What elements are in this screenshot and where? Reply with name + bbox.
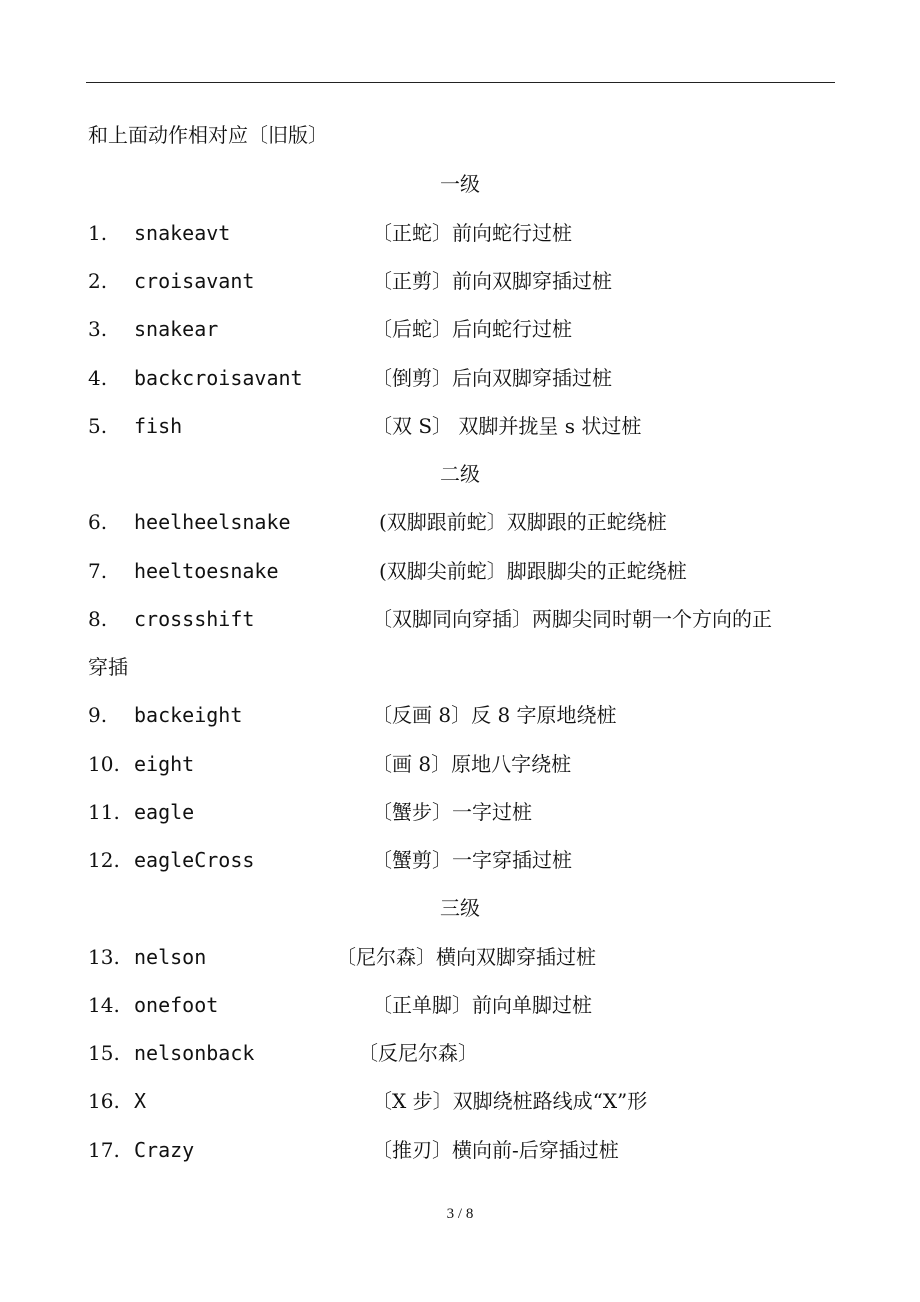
item-name: backeight	[134, 703, 243, 727]
item-name: eagle	[134, 800, 195, 824]
item-name: heelheelsnake	[134, 510, 291, 534]
item-description: (双脚跟前蛇〕双脚跟的正蛇绕桩	[379, 510, 667, 534]
item-name: croisavant	[134, 269, 255, 293]
item-description: 〔正单脚〕前向单脚过桩	[372, 993, 592, 1017]
item-number: 9.	[88, 703, 108, 727]
page-number: 3 / 8	[446, 1206, 474, 1222]
level-heading-1: 一级	[440, 172, 480, 196]
item-number: 16.	[88, 1089, 120, 1113]
item-name: snakeavt	[134, 221, 231, 245]
item-description: 〔画 8〕原地八字绕桩	[372, 752, 572, 776]
header-rule	[86, 82, 835, 83]
item-number: 6.	[88, 510, 108, 534]
item-description: 〔正剪〕前向双脚穿插过桩	[372, 269, 612, 293]
item-description: 〔正蛇〕前向蛇行过桩	[372, 221, 572, 245]
item-name: eagleCross	[134, 848, 255, 872]
item-description: 〔反尼尔森〕	[358, 1041, 478, 1065]
item-number: 11.	[88, 800, 120, 824]
item-number: 14.	[88, 993, 120, 1017]
item-number: 7.	[88, 559, 108, 583]
item-number: 5.	[88, 414, 108, 438]
item-name: X	[134, 1089, 147, 1113]
item-description: (双脚尖前蛇〕脚跟脚尖的正蛇绕桩	[379, 559, 687, 583]
item-number: 2.	[88, 269, 108, 293]
item-name: fish	[134, 414, 183, 438]
item-description: 〔倒剪〕后向双脚穿插过桩	[372, 366, 612, 390]
item-number: 10.	[88, 752, 120, 776]
level-heading-3: 三级	[440, 896, 480, 920]
item-number: 17.	[88, 1138, 120, 1162]
item-number: 12.	[88, 848, 120, 872]
item-number: 3.	[88, 317, 108, 341]
item-name: Crazy	[134, 1138, 195, 1162]
item-description: 〔后蛇〕后向蛇行过桩	[372, 317, 572, 341]
item-name: backcroisavant	[134, 366, 303, 390]
item-name: heeltoesnake	[134, 559, 279, 583]
item-description: 〔X 步〕双脚绕桩路线成“X”形	[372, 1089, 648, 1113]
item-number: 13.	[88, 945, 120, 969]
item-description: 〔蟹步〕一字过桩	[372, 800, 532, 824]
item-description-continuation: 穿插	[88, 655, 128, 679]
item-number: 1.	[88, 221, 108, 245]
item-number: 8.	[88, 607, 108, 631]
item-description: 〔蟹剪〕一字穿插过桩	[372, 848, 572, 872]
item-description: 〔双 S〕 双脚并拢呈 s 状过桩	[372, 414, 642, 438]
item-description: 〔推刃〕横向前-后穿插过桩	[372, 1138, 619, 1162]
item-name: crossshift	[134, 607, 255, 631]
item-name: onefoot	[134, 993, 219, 1017]
item-number: 4.	[88, 366, 108, 390]
item-description: 〔反画 8〕反 8 字原地绕桩	[372, 703, 617, 727]
item-description: 〔尼尔森〕横向双脚穿插过桩	[336, 945, 596, 969]
item-name: snakear	[134, 317, 219, 341]
item-name: eight	[134, 752, 195, 776]
intro-heading: 和上面动作相对应〔旧版〕	[88, 123, 328, 147]
level-heading-2: 二级	[440, 462, 480, 486]
item-name: nelson	[134, 945, 207, 969]
item-description: 〔双脚同向穿插〕两脚尖同时朝一个方向的正	[372, 607, 772, 631]
item-number: 15.	[88, 1041, 120, 1065]
item-name: nelsonback	[134, 1041, 255, 1065]
